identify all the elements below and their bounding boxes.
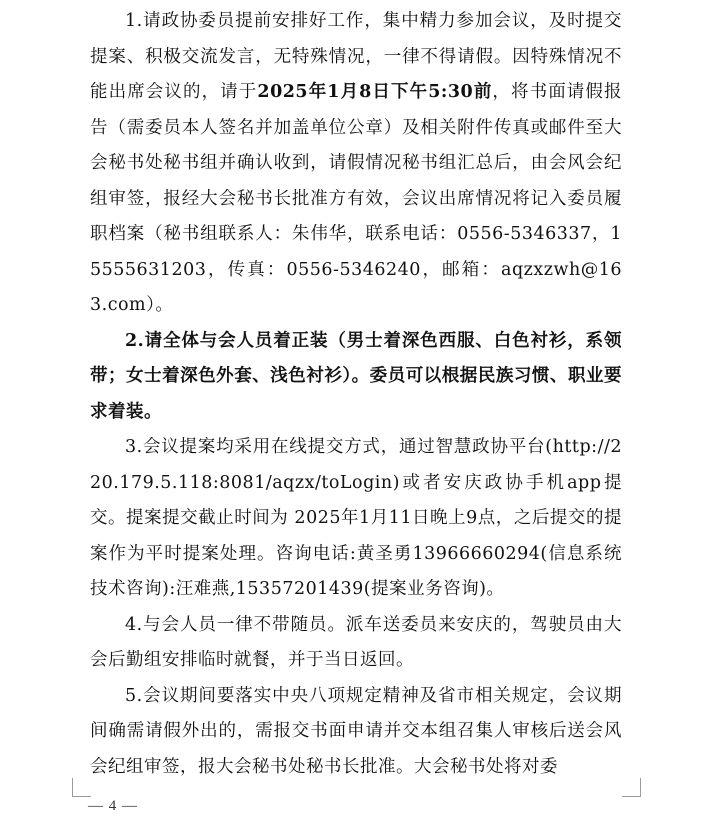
paragraph-4-attendants: 4.与会人员一律不带随员。派车送委员来安庆的，驾驶员由大会后勤组安排临时就餐，并于当日返回。	[90, 614, 622, 670]
page-number: — 4 —	[88, 798, 138, 814]
document-body	[90, 4, 622, 785]
paragraph-3-proposal-submission: 3.会议提案均采用在线提交方式，通过智慧政协平台(http://220.179.5.118:8081/aqzx/toLogin)或者安庆政协手机app提交。提案提交截止时间为 2025年1月11日晚上9点，之后提交的提案作为平时提案处理。咨询电话:黄圣勇13966660294(信息系统技术咨询):汪难燕,15357201439(提案业务咨询)。	[90, 437, 622, 599]
paragraph-1-text-before: 1.请政协委员提前安排好工作，集中精力参加会议，及时提交提案、积极交流发言，无特殊情况，一律不得请假。因特殊情况不能出席会议的，请于	[90, 11, 622, 102]
paragraph-1-attendance-leave	[90, 4, 622, 324]
paragraph-2-dress-code: 2.请全体与会人员着正装（男士着深色西服、白色衬衫，系领带；女士着深色外套、浅色衬衫）。委员可以根据民族习惯、职业要求着装。	[90, 330, 622, 422]
paragraph-1-text-after: ，将书面请假报告（需委员本人签名并加盖单位公章）及相关附件传真或邮件至大会秘书处秘书组并确认收到，请假情况秘书组汇总后，由会风会纪组审签，报经大会秘书长批准方有效，会议出席情况将记入委员履职档案（秘书组联系人：朱伟华，联系电话：0556-5346337，15555631203，传真：0556-5346240，邮箱：aqzxzwh@163.com）。	[90, 82, 623, 315]
page-corner-mark-left	[72, 778, 91, 797]
paragraph-5-discipline: 5.会议期间要落实中央八项规定精神及省市相关规定，会议期间确需请假外出的，需报交书面申请并交本组召集人审核后送会风会纪组审签，报大会秘书处秘书长批准。大会秘书处将对委	[90, 685, 622, 777]
page-corner-mark-right	[622, 778, 641, 797]
paragraph-1-deadline: 2025年1月8日下午5:30前	[257, 82, 493, 102]
